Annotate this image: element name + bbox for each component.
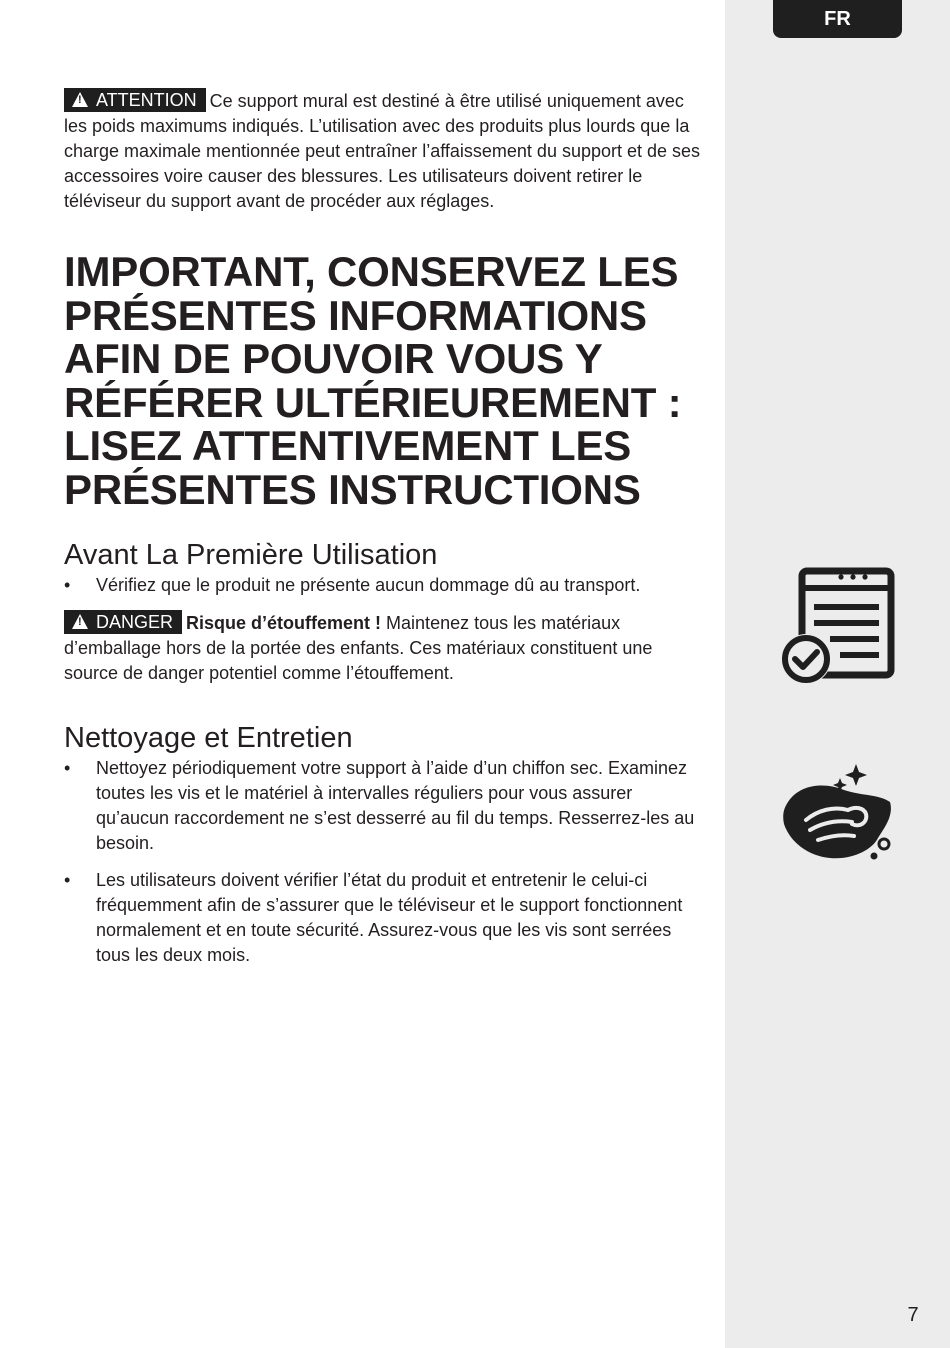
warning-triangle-icon (72, 614, 88, 629)
danger-badge (64, 610, 182, 634)
list-item: • Vérifiez que le produit ne présente aucun dommage dû au transport. (64, 573, 704, 598)
page-content (64, 88, 704, 968)
attention-text: Ce support mural est destiné à être utilisé uniquement avec les poids maximums indiqués. L’utilisation avec des produits plus lourds que la charge maximale mentionnée peut entraîner l’affaissement du support et de ses accessoires voire causer des blessures. Les utilisateurs doivent retirer le téléviseur du support avant de procéder aux réglages. (64, 91, 701, 211)
language-tab: FR (773, 0, 902, 38)
danger-text: Maintenez tous les matériaux d’emballage hors de la portée des enfants. Ces matériaux constituent une source de danger potentiel comme l’étouffement. (64, 613, 653, 683)
danger-badge-label: DANGER (96, 612, 174, 632)
danger-paragraph (64, 610, 704, 686)
warning-triangle-icon (72, 92, 88, 107)
list-item: • Nettoyez périodiquement votre support à l’aide d’un chiffon sec. Examinez toutes les vis et le matériel à intervalles réguliers pour vous assurer qu’aucun raccordement ne s’est desserré au fil du temps. Resserrez-les au besoin. (64, 756, 704, 856)
heading-cleaning: Nettoyage et Entretien (64, 722, 353, 754)
checklist-icon (780, 566, 896, 686)
before-use-list (64, 573, 704, 598)
cleaning-cloth-icon (778, 758, 898, 864)
attention-badge-label: ATTENTION (96, 90, 197, 110)
main-title: IMPORTANT, CONSERVEZ LES PRÉSENTES INFORMATIONS AFIN DE POUVOIR VOUS Y RÉFÉRER ULTÉRIEUREMENT : LISEZ ATTENTIVEMENT LES PRÉSENTES INSTRUCTIONS (64, 248, 682, 513)
list-item: • Les utilisateurs doivent vérifier l’état du produit et entretenir le celui-ci fréquemment afin de s’assurer que le téléviseur et le support fonctionnent normalement et en toute sécurité. Assurez-vous que les vis sont serrées tous les deux mois. (64, 868, 704, 968)
heading-before-first-use: Avant La Première Utilisation (64, 539, 438, 571)
page-number: 7 (907, 1304, 919, 1326)
attention-paragraph (64, 88, 704, 214)
danger-lead: Risque d’étouffement ! (186, 613, 382, 633)
cleaning-list (64, 756, 704, 968)
attention-badge (64, 88, 206, 112)
